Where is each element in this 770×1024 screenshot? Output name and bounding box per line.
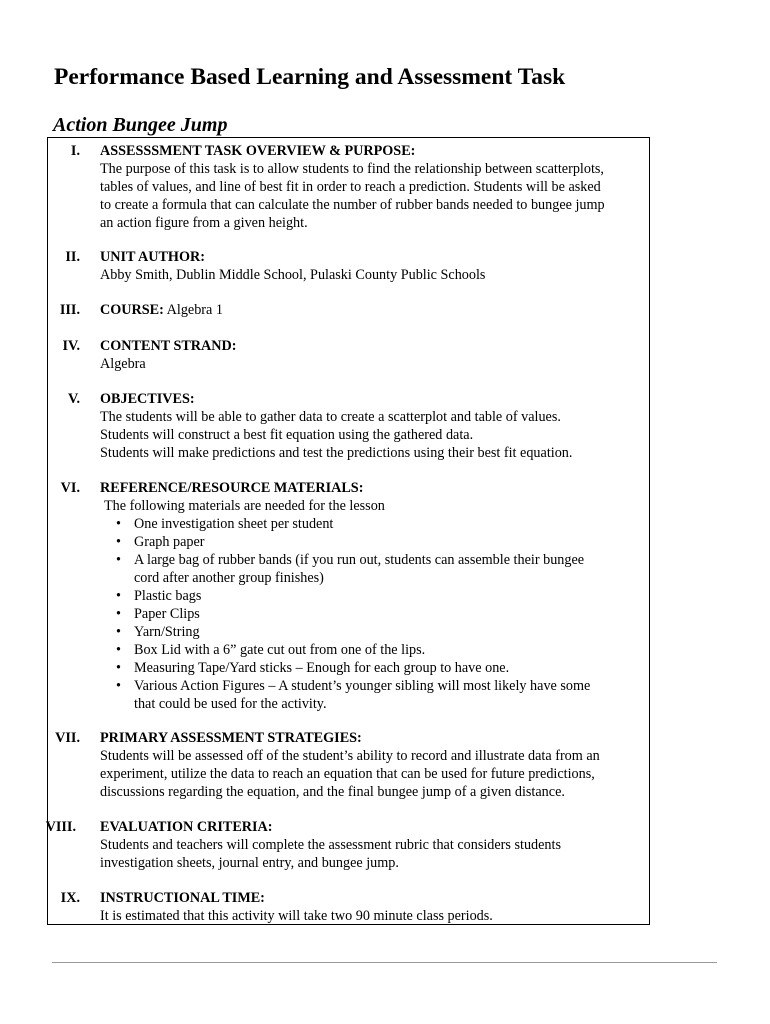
item-text: • A large bag of rubber bands (if you run out, students can assemble their bungee	[134, 552, 585, 568]
section-heading: INSTRUCTIONAL TIME:	[100, 890, 265, 906]
section-heading: ASSESSSMENT TASK OVERVIEW & PURPOSE:	[100, 143, 416, 159]
section-body	[100, 729, 645, 801]
item-text: that could be used for the activity.	[134, 696, 327, 712]
section-body	[100, 301, 645, 319]
text-line: The purpose of this task is to allow students to find the relationship between scatterplots,	[100, 161, 604, 177]
section-heading: COURSE:	[100, 302, 164, 318]
section-body	[100, 142, 645, 232]
section-heading: OBJECTIVES:	[100, 391, 195, 407]
text-line: Abby Smith, Dublin Middle School, Pulaski County Public Schools	[100, 267, 486, 283]
section-number: VI.	[60, 480, 80, 496]
text-line: discussions regarding the equation, and the final bungee jump of a given distance.	[100, 784, 565, 800]
section-number: V.	[68, 391, 80, 407]
course-value: Algebra 1	[166, 302, 223, 318]
page-title: Performance Based Learning and Assessment Task	[54, 64, 566, 90]
text-line: Students and teachers will complete the assessment rubric that considers students	[100, 837, 561, 853]
task-subtitle: Action Bungee Jump	[53, 114, 228, 136]
list-item	[100, 533, 645, 551]
materials-list	[100, 515, 645, 713]
text-line: investigation sheets, journal entry, and bungee jump.	[100, 855, 399, 871]
section-heading: CONTENT STRAND:	[100, 338, 237, 354]
section-number: VII.	[55, 730, 80, 746]
section-body	[100, 390, 645, 462]
section-number: VIII.	[45, 819, 76, 835]
materials-intro: The following materials are needed for the lesson	[104, 498, 385, 514]
section-body	[100, 337, 645, 373]
section-body	[100, 248, 645, 284]
item-text: Paper Clips	[134, 606, 200, 622]
text-line: an action figure from a given height.	[100, 215, 308, 231]
item-text: Plastic bags	[134, 588, 202, 604]
item-text: • Various Action Figures – A student’s younger sibling will most likely have some	[134, 678, 591, 694]
text-line: Algebra	[100, 356, 146, 372]
item-text: Measuring Tape/Yard sticks – Enough for each group to have one.	[134, 660, 510, 676]
list-item	[100, 605, 645, 623]
section-heading: UNIT AUTHOR:	[100, 249, 205, 265]
section-heading: PRIMARY ASSESSMENT STRATEGIES:	[100, 730, 362, 746]
section-number: II.	[65, 249, 80, 265]
text-line: Students will make predictions and test the predictions using their best fit equation.	[100, 445, 573, 461]
text-line: Students will be assessed off of the student’s ability to record and illustrate data from an	[100, 748, 600, 764]
list-item	[100, 587, 645, 605]
section-body	[100, 479, 645, 713]
list-item	[100, 659, 645, 677]
item-text: Yarn/String	[134, 624, 200, 640]
section-number: IV.	[62, 338, 80, 354]
text-line: tables of values, and line of best fit in order to reach a prediction. Students will be asked	[100, 179, 601, 195]
text-line: The students will be able to gather data to create a scatterplot and table of values.	[100, 409, 561, 425]
section-body	[100, 889, 645, 925]
section-heading: EVALUATION CRITERIA:	[100, 819, 273, 835]
section-number: I.	[70, 143, 80, 159]
item-text: One investigation sheet per student	[134, 516, 334, 532]
list-item	[100, 551, 645, 587]
list-item	[100, 515, 645, 533]
section-heading: REFERENCE/RESOURCE MATERIALS:	[100, 480, 364, 496]
task-outline-box	[47, 137, 650, 925]
item-text: Graph paper	[134, 534, 205, 550]
section-number: III.	[59, 302, 80, 318]
list-item	[100, 677, 645, 713]
text-line: to create a formula that can calculate the number of rubber bands needed to bungee jump	[100, 197, 605, 213]
section-number: IX.	[60, 890, 80, 906]
footer-divider	[52, 962, 717, 963]
list-item	[100, 623, 645, 641]
text-line: experiment, utilize the data to reach an equation that can be used for future predictions,	[100, 766, 595, 782]
text-line: It is estimated that this activity will take two 90 minute class periods.	[100, 908, 493, 924]
item-text: Box Lid with a 6” gate cut out from one of the lips.	[134, 642, 426, 658]
text-line: Students will construct a best fit equation using the gathered data.	[100, 427, 474, 443]
list-item	[100, 641, 645, 659]
item-text: cord after another group finishes)	[134, 570, 324, 586]
section-body	[100, 818, 645, 872]
